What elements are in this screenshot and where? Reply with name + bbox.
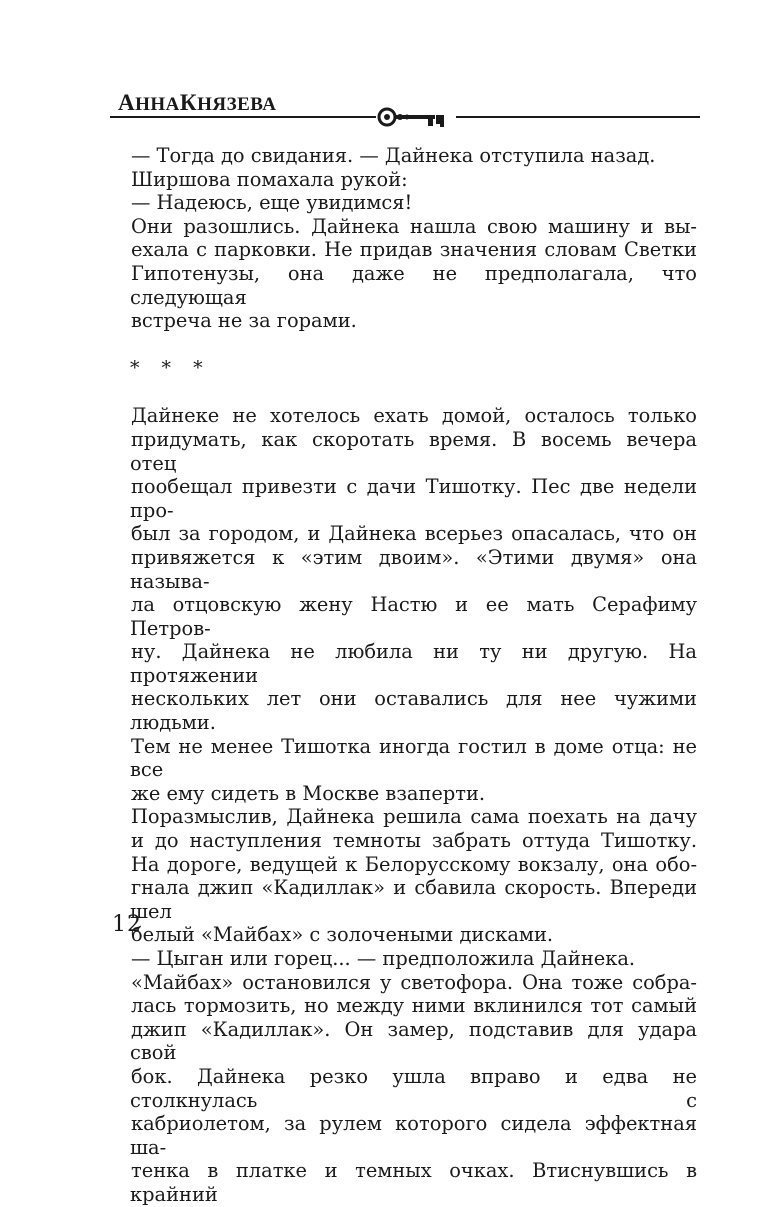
page-body — [130, 144, 697, 1207]
key-icon — [376, 106, 456, 128]
paragraph: — Тогда до свидания. — Дайнека отступила назад. — [131, 144, 656, 167]
section-separator: * * * — [130, 356, 211, 379]
paragraph: — Надеюсь, еще увидимся! — [131, 191, 413, 215]
paragraph: Ширшова помахала рукой: — [131, 167, 408, 191]
paragraph: Дайнеке не хотелось ехать домой, осталось только придумать, как скоротать время. В восемь вечера отец пообещал привезти с дачи Тишотку. Пес две недели про- был за городом, и Дайнека всерьез опасалась, что он привяжется к «этим двоим». «Этими двумя» она называ- ла отцовскую жену Настю и ее мать Серафиму Петров- ну. Дайнека не любила ни ту ни другую. На протяжении нескольких лет они оставались для нее чужими людьми. Тем не менее Тишотка иногда гостил в доме отца: не все же ему сидеть в Москве взаперти. — [130, 404, 697, 805]
page-number: 12 — [112, 912, 142, 937]
paragraph: — Цыган или горец... — предположила Дайнека. — [131, 947, 636, 970]
paragraph: Поразмыслив, Дайнека решила сама поехать на дачу и до наступления темноты забрать оттуда Тишотку. На дороге, ведущей к Белорусскому вокзалу, она обо- гнала джип «Кадиллак» и сбавила скорость. Впереди шел белый «Майбах» с золочеными дисками. — [130, 805, 697, 947]
paragraph: «Майбах» остановился у светофора. Она тоже собра- лась тормозить, но между ними вклинился тот самый джип «Кадиллак». Он замер, подставив для удара свой бок. Дайнека резко ушла вправо и едва не столкнулась с кабриолетом, за рулем которого сидела эффектная ша- тенка в платке и темных очках. Втиснувшись в крайний — [130, 970, 697, 1206]
running-header — [110, 82, 700, 132]
author-name: АННАКНЯЗЕВА — [118, 90, 277, 115]
paragraph: Они разошлись. Дайнека нашла свою машину и вы- ехала с парковки. Не придав значения словам Светки Гипотенузы, она даже не предполагала, что следующая встреча не за горами. — [130, 214, 697, 333]
